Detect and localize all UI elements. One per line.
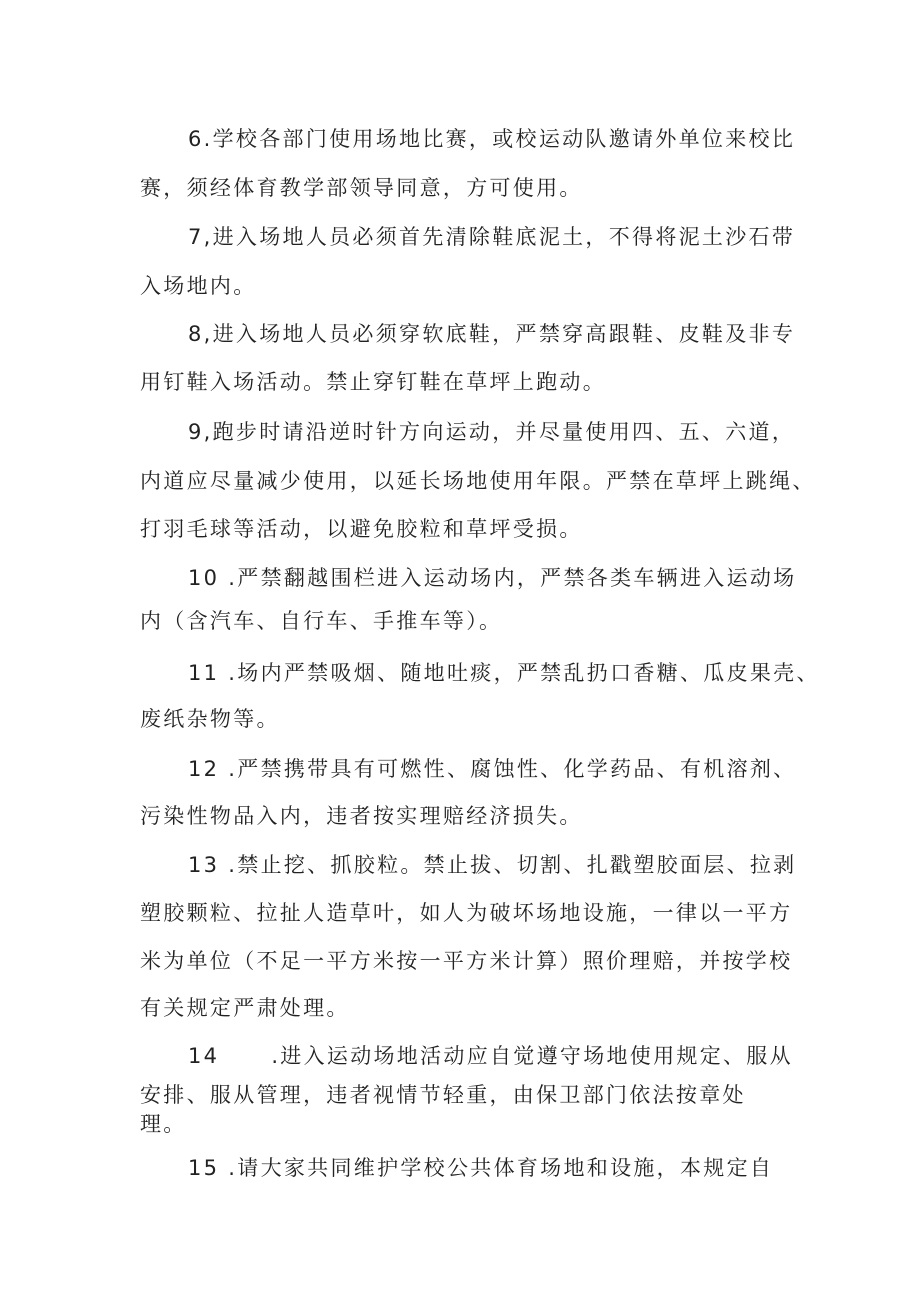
paragraph-9-line-2: 内道应尽量减少使用，以延长场地使用年限。严禁在草坪上跳绳、 — [140, 469, 816, 493]
paragraph-12-line-2: 污染性物品入内，违者按实理赔经济损失。 — [140, 804, 583, 828]
paragraph-9-line-1: 9,跑步时请沿逆时针方向运动，并尽量使用四、五、六道， — [188, 420, 796, 444]
paragraph-7-line-2: 入场地内。 — [140, 274, 257, 298]
paragraph-14-line-3: 理。 — [140, 1112, 187, 1136]
paragraph-14-line-1 — [0, 1041, 920, 1071]
paragraph-13-line-2: 塑胶颗粒、拉扯人造草叶，如人为破坏场地设施，一律以一平方 — [140, 901, 793, 925]
paragraph-13-line-1: 13 .禁止挖、抓胶粒。禁止拔、切割、扎戳塑胶面层、拉剥 — [188, 853, 797, 877]
paragraph-7-line-1: 7,进入场地人员必须首先清除鞋底泥土，不得将泥土沙石带 — [188, 225, 796, 249]
paragraph-12-line-1: 12 .严禁携带具有可燃性、腐蚀性、化学药品、有机溶剂、 — [188, 757, 797, 781]
paragraph-9-line-3: 打羽毛球等活动，以避免胶粒和草坪受损。 — [140, 517, 583, 541]
paragraph-10-line-1: 10 .严禁翻越围栏进入运动场内，严禁各类车辆进入运动场 — [188, 566, 797, 590]
paragraph-10-line-2: 内（含汽车、自行车、手推车等）。 — [140, 609, 503, 633]
paragraph-15-line-1: 15 .请大家共同维护学校公共体育场地和设施，本规定自 — [188, 1156, 774, 1180]
paragraph-11-line-2: 废纸杂物等。 — [140, 707, 280, 731]
paragraph-8-line-2: 用钉鞋入场活动。禁止穿钉鞋在草坪上跑动。 — [140, 370, 606, 394]
paragraph-14-number: 14 — [188, 1044, 220, 1068]
paragraph-14-line-2: 安排、服从管理，违者视情节轻重，由保卫部门依法按章处 — [140, 1083, 746, 1107]
paragraph-13-line-3: 米为单位（不足一平方米按一平方米计算）照价理赔，并按学校 — [140, 949, 793, 973]
paragraph-8-line-1: 8,进入场地人员必须穿软底鞋，严禁穿高跟鞋、皮鞋及非专 — [188, 322, 796, 346]
paragraph-11-line-1: 11 .场内严禁吸烟、随地吐痰，严禁乱扔口香糖、瓜皮果壳、 — [188, 661, 820, 685]
paragraph-6-line-2: 赛，须经体育教学部领导同意，方可使用。 — [140, 176, 583, 200]
paragraph-14-text: .进入运动场地活动应自觉遵守场地使用规定、服从 — [271, 1044, 793, 1068]
paragraph-6-line-1: 6.学校各部门使用场地比赛，或校运动队邀请外单位来校比 — [188, 127, 796, 151]
paragraph-13-line-4: 有关规定严肃处理。 — [140, 996, 350, 1020]
